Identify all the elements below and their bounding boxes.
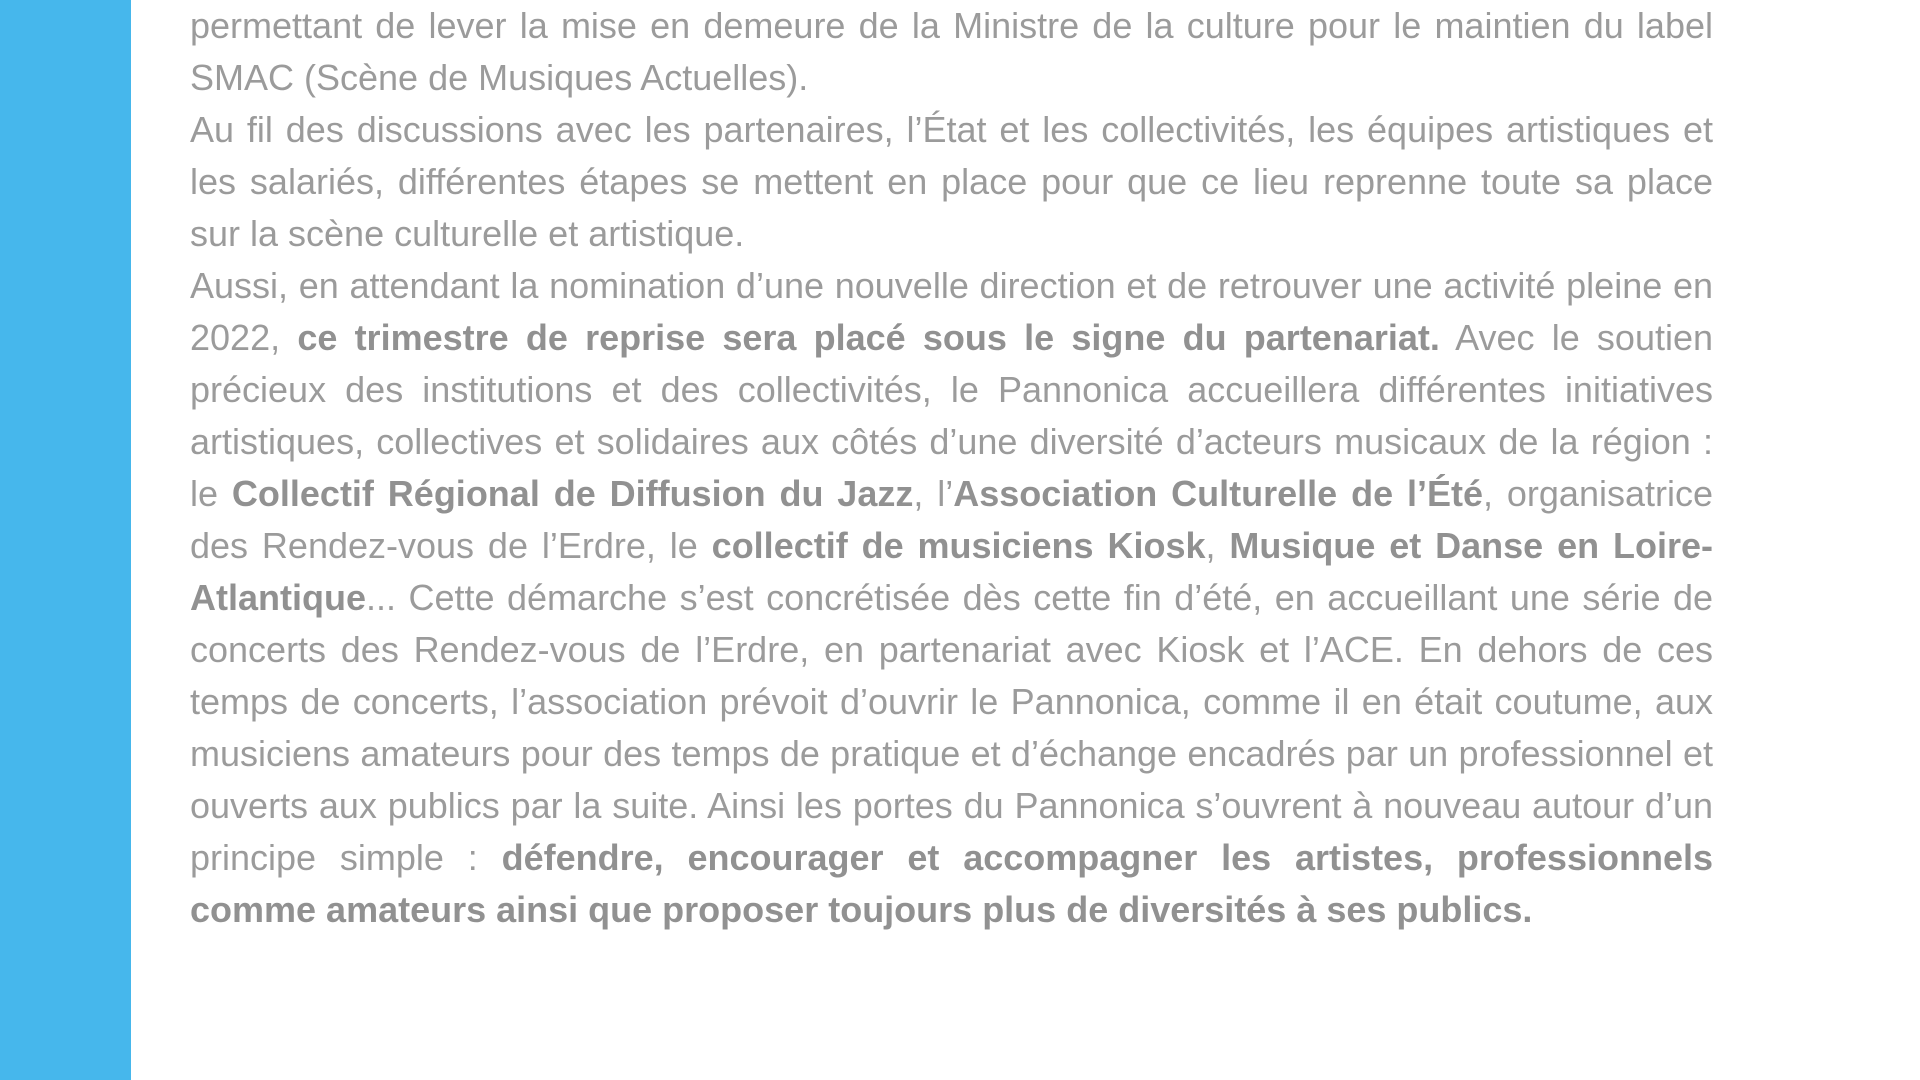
text-segment: ... Cette démarche s’est concrétisée dès cette fin d’été, en accueillant une série de concerts des Rendez-vous de l’Erdre, en partenariat avec Kiosk et l’ACE. En dehors de ces temps de concerts, l’association prévoit d’ouvrir le Pannonica, comme il en était coutume, aux musiciens amateurs pour des temps de pratique et d’échange encadrés par un professionnel et ouverts aux publics par la suite. Ainsi les portes du Pannonica s’ouvrent à nouveau autour d’un principe simple :	[190, 577, 1713, 878]
text-segment: Avec le soutien précieux des institutions et des collectivités, le Pannonica accueillera différentes initiatives artistiques, collectives et solidaires aux côtés d’une diversité d’acteurs musicaux de la région : le	[190, 317, 1714, 514]
paragraph-discussions	[190, 104, 1713, 260]
text-segment: Aussi, en attendant la nomination d’une nouvelle direction et de retrouver une activité pleine en 2022,	[190, 265, 1713, 358]
text-segment: ,	[1205, 525, 1230, 566]
text-segment: , organisatrice des Rendez-vous de l’Erdre, le	[190, 473, 1714, 566]
bold-phrase-kiosk: collectif de musiciens Kiosk	[711, 525, 1206, 566]
bold-phrase-association-ete: Association Culturelle de l’Été	[953, 473, 1484, 514]
paragraph-text: Au fil des discussions avec les partenaires, l’État et les collectivités, les équipes artistiques et les salariés, différentes étapes se mettent en place pour que ce lieu reprenne toute sa place sur la scène culturelle et artistique.	[190, 109, 1713, 254]
bold-phrase-musique-danse: Musique et Danse en Loire-Atlantique	[190, 525, 1713, 618]
body-text-column	[190, 0, 1713, 936]
paragraph-smac-label	[190, 0, 1713, 104]
side-color-band	[0, 0, 131, 1080]
bold-phrase-collectif-jazz: Collectif Régional de Diffusion du Jazz	[231, 473, 914, 514]
paragraph-partnership	[190, 260, 1713, 936]
paragraph-text: permettant de lever la mise en demeure de la Ministre de la culture pour le maintien du label SMAC (Scène de Musiques Actuelles).	[190, 5, 1713, 98]
text-segment: , l’	[913, 473, 954, 514]
bold-phrase-partenariat: ce trimestre de reprise sera placé sous le signe du partenariat.	[297, 317, 1440, 358]
bold-phrase-principe: défendre, encourager et accompagner les artistes, professionnels comme amateurs ainsi que proposer toujours plus de diversités à ses publics.	[190, 837, 1713, 930]
